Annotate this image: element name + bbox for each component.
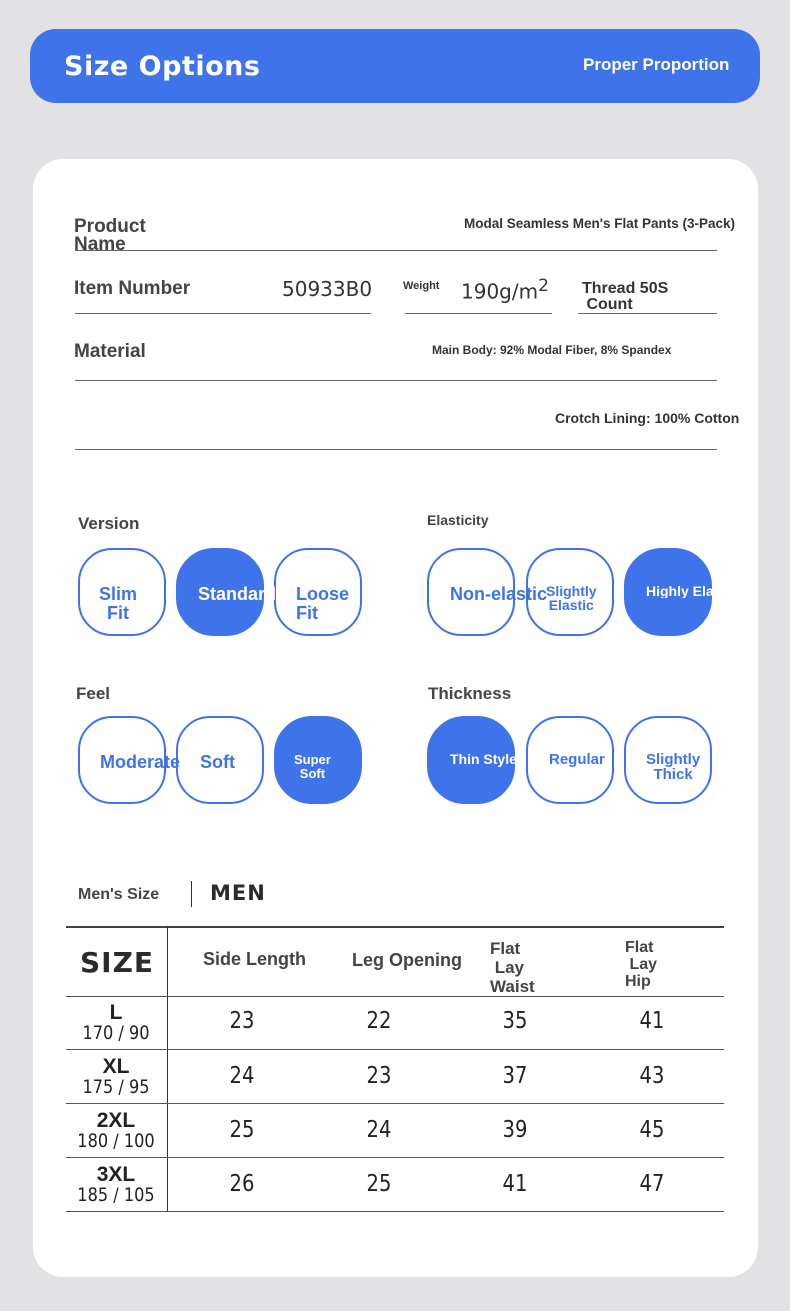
table-cell: 23 [229, 1008, 255, 1034]
size-label: XL [102, 1055, 130, 1078]
table-row-divider [66, 996, 724, 997]
table-column-divider [167, 926, 168, 1212]
table-row-divider [66, 1157, 724, 1158]
elasticity-option-label: Highly Elastic [646, 584, 738, 598]
feel-option-label: Super Soft [294, 752, 331, 781]
feel-option-label: Moderate [100, 752, 181, 772]
feel-option-label: Soft [200, 752, 235, 772]
mens-size-label: Men's Size [78, 886, 160, 903]
table-cell: 26 [229, 1171, 255, 1197]
table-cell: 45 [639, 1117, 665, 1143]
column-header-flat-lay-waist: Flat Lay Waist [490, 939, 535, 996]
size-measure: 180 / 100 [77, 1130, 155, 1152]
size-column-header: SIZE [80, 946, 155, 979]
table-row-divider [66, 1103, 724, 1104]
page-title: Size Options [64, 51, 261, 82]
size-label: L [109, 1001, 123, 1024]
divider [75, 313, 371, 314]
table-cell: 39 [502, 1117, 528, 1143]
product-name-label: Product Name [74, 216, 146, 255]
table-cell: 41 [639, 1008, 665, 1034]
table-cell: 23 [366, 1063, 392, 1089]
material-lining: Crotch Lining: 100% Cotton [555, 410, 740, 426]
size-measure: 175 / 95 [82, 1076, 150, 1098]
version-title: Version [78, 514, 140, 533]
divider [405, 313, 552, 314]
divider [75, 250, 717, 251]
table-cell: 24 [366, 1117, 392, 1143]
mens-size-label-en: MEN [210, 881, 266, 905]
page-subtitle: Proper Proportion [583, 55, 730, 74]
column-header-leg-opening: Leg Opening [352, 950, 462, 970]
weight-label: Weight [403, 280, 440, 292]
divider [75, 380, 717, 381]
table-row-divider [66, 1211, 724, 1212]
table-cell: 41 [502, 1171, 528, 1197]
table-top-border [66, 926, 724, 928]
elasticity-option-label: Non-elastic [450, 584, 548, 604]
divider [75, 449, 717, 450]
table-cell: 47 [639, 1171, 665, 1197]
elasticity-option-label: Slightly Elastic [546, 583, 597, 613]
column-header-side-length: Side Length [203, 949, 306, 969]
thickness-option-label: Thin Style [450, 751, 517, 767]
size-measure: 185 / 105 [77, 1184, 155, 1206]
feel-title: Feel [76, 684, 111, 703]
table-cell: 43 [639, 1063, 665, 1089]
weight-number: 190g/m [461, 279, 539, 304]
item-number-label: Item Number [74, 278, 191, 299]
weight-exponent: 2 [538, 276, 549, 296]
thread-count-label: Thread 50S Count [582, 280, 669, 313]
table-cell: 35 [502, 1008, 528, 1034]
table-cell: 25 [366, 1171, 392, 1197]
size-label: 3XL [96, 1163, 136, 1186]
table-cell: 37 [502, 1063, 528, 1089]
version-option-label: Loose Fit [296, 584, 350, 623]
size-measure: 170 / 90 [82, 1022, 150, 1044]
divider [191, 881, 192, 907]
item-number-value: 50933B0 [282, 277, 373, 301]
column-header-flat-lay-hip: Flat Lay Hip [625, 939, 658, 990]
elasticity-title: Elasticity [427, 512, 489, 528]
divider [578, 313, 717, 314]
product-name-value: Modal Seamless Men's Flat Pants (3-Pack) [464, 216, 736, 231]
thickness-option-label: Slightly Thick [646, 751, 701, 783]
material-label: Material [74, 341, 146, 362]
version-option-label: Slim Fit [99, 584, 138, 623]
header-banner [30, 29, 760, 103]
table-row-divider [66, 1049, 724, 1050]
table-cell: 22 [366, 1008, 392, 1034]
size-label: 2XL [96, 1109, 136, 1132]
thickness-option-label: Regular [549, 751, 605, 768]
thickness-title: Thickness [428, 684, 512, 703]
material-main: Main Body: 92% Modal Fiber, 8% Spandex [432, 343, 672, 357]
table-cell: 24 [229, 1063, 255, 1089]
table-cell: 25 [229, 1117, 255, 1143]
weight-value [461, 276, 549, 304]
version-option-label: Standard [198, 584, 277, 604]
